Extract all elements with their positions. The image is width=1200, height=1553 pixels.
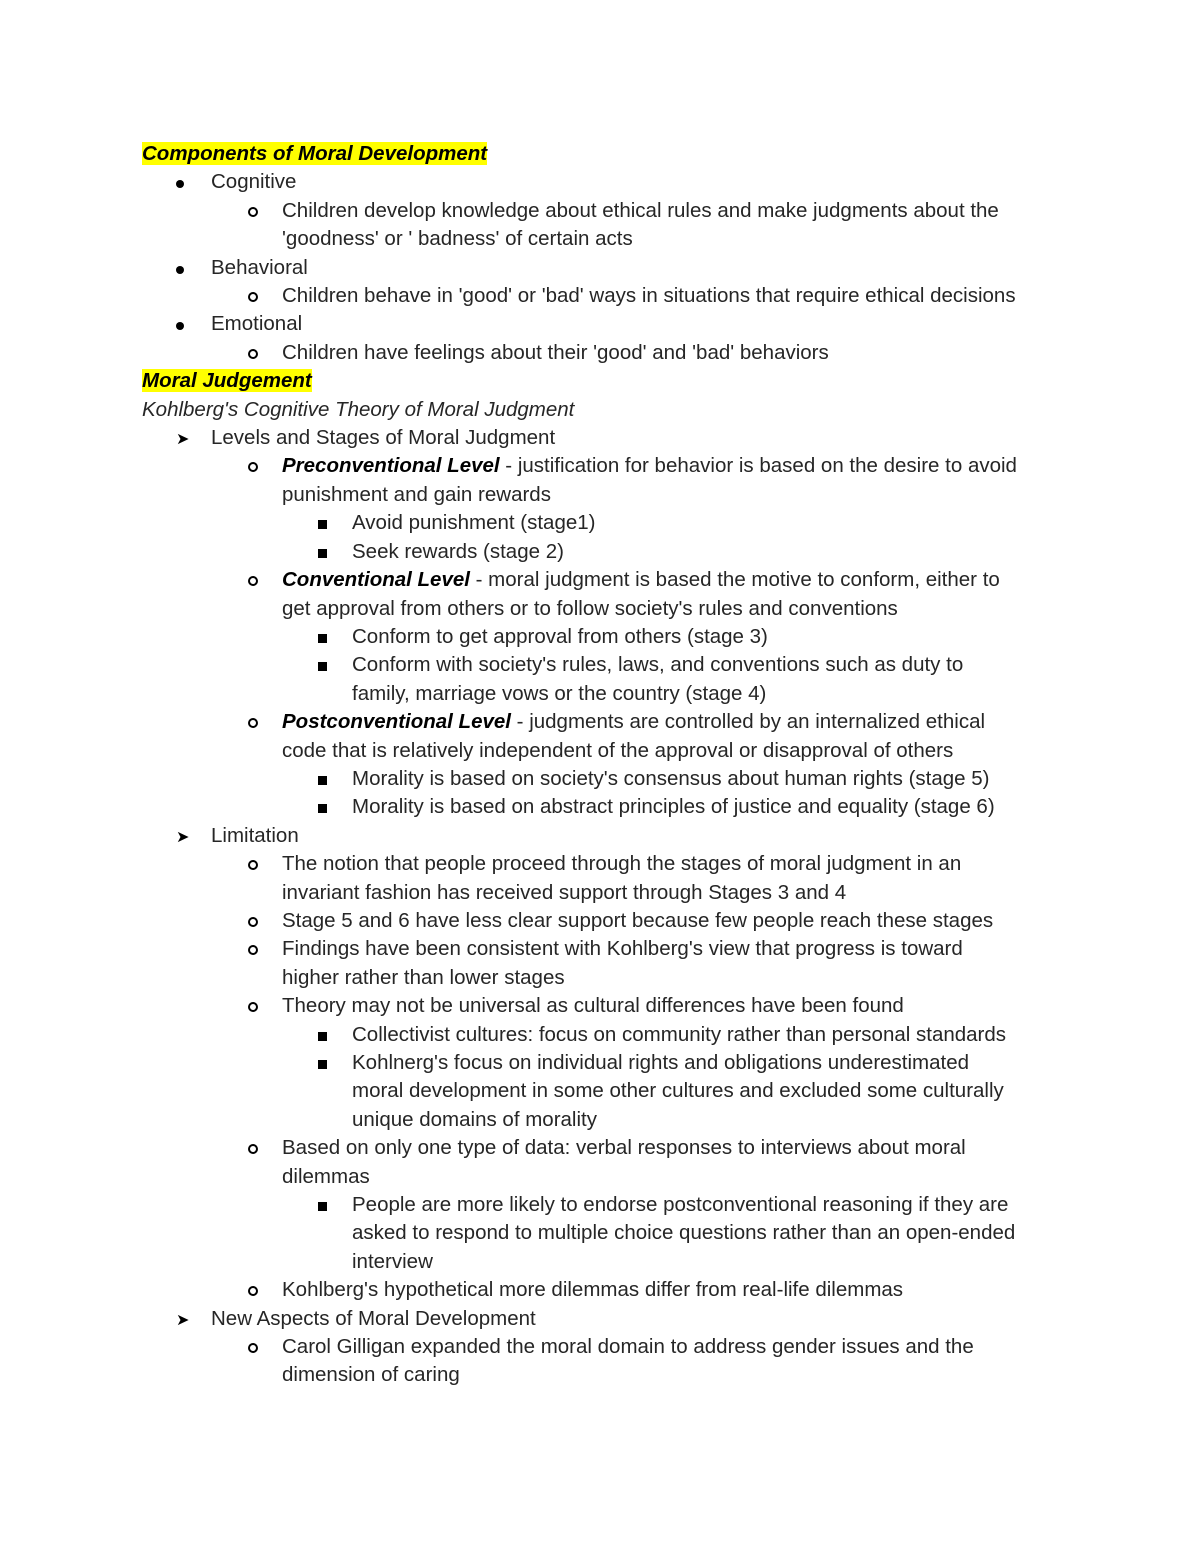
level-item: Conventional Level - moral judgment is based the motive to conform, either to: [142, 566, 1072, 594]
bullet-square-icon: [318, 765, 327, 793]
bullet-item: Emotional: [142, 310, 1072, 338]
arrow-item: ➤ New Aspects of Moral Development: [142, 1305, 1072, 1333]
bullet-square-icon: [318, 538, 327, 566]
continuation-line: dilemmas: [282, 1164, 370, 1188]
limitation-item: Stage 5 and 6 have less clear support because few people reach these stages: [142, 907, 1072, 935]
level-item: Preconventional Level - justification for behavior is based on the desire to avoid: [142, 452, 1072, 480]
bullet-circle-icon: [248, 1134, 258, 1162]
document-body: [142, 140, 1072, 1390]
bullet-square-icon: [318, 1049, 327, 1077]
bullet-circle-icon: [248, 197, 258, 225]
continuation-line: moral development in some other cultures and excluded some culturally: [352, 1079, 1004, 1103]
section-heading: [142, 367, 1072, 395]
moral-judgement-heading: Moral Judgement: [142, 369, 312, 393]
new-aspect-item: Carol Gilligan expanded the moral domain to address gender issues and the: [142, 1333, 1072, 1361]
sub-bullet-item: Children behave in 'good' or 'bad' ways in situations that require ethical decisions: [142, 282, 1072, 310]
bullet-square-icon: [318, 793, 327, 821]
arrow-item: ➤ Limitation: [142, 822, 1072, 850]
continuation-line: punishment and gain rewards: [282, 482, 551, 506]
continuation-line: family, marriage vows or the country (stage 4): [352, 681, 767, 705]
bullet-circle-icon: [248, 907, 258, 935]
stage-item: Seek rewards (stage 2): [142, 538, 1072, 566]
bullet-circle-icon: [248, 708, 258, 736]
stage-item: Morality is based on abstract principles of justice and equality (stage 6): [142, 793, 1072, 821]
bullet-square-icon: [318, 509, 327, 537]
bullet-dot-icon: [176, 254, 184, 282]
bullet-dot-icon: [176, 168, 184, 196]
components-heading: Components of Moral Development: [142, 142, 488, 165]
continuation-line: dimension of caring: [282, 1363, 460, 1387]
bullet-circle-icon: [248, 452, 258, 480]
bullet-circle-icon: [248, 1276, 258, 1304]
limitation-item: Findings have been consistent with Kohlberg's view that progress is toward: [142, 935, 1072, 963]
continuation-line: higher rather than lower stages: [282, 965, 565, 989]
stage-item: Conform to get approval from others (stage 3): [142, 623, 1072, 651]
bullet-square-icon: [318, 1191, 327, 1219]
limitation-item: The notion that people proceed through the stages of moral judgment in an: [142, 850, 1072, 878]
stage-item: Morality is based on society's consensus about human rights (stage 5): [142, 765, 1072, 793]
bullet-circle-icon: [248, 339, 258, 367]
limitation-item: Based on only one type of data: verbal responses to interviews about moral: [142, 1134, 1072, 1162]
bullet-circle-icon: [248, 992, 258, 1020]
section-heading: [142, 140, 1072, 168]
limitation-item: Kohlberg's hypothetical more dilemmas differ from real-life dilemmas: [142, 1276, 1072, 1304]
sub-limitation-item: Collectivist cultures: focus on community rather than personal standards: [142, 1021, 1072, 1049]
bullet-circle-icon: [248, 850, 258, 878]
stage-item: Conform with society's rules, laws, and conventions such as duty to: [142, 651, 1072, 679]
continuation-line: interview: [352, 1249, 433, 1273]
continuation-line: 'goodness' or ' badness' of certain acts: [282, 227, 633, 251]
bullet-square-icon: [318, 623, 327, 651]
continuation-line: asked to respond to multiple choice questions rather than an open-ended: [352, 1221, 1016, 1245]
bullet-item: Cognitive: [142, 168, 1072, 196]
bullet-circle-icon: [248, 1333, 258, 1361]
sub-bullet-item: Children develop knowledge about ethical rules and make judgments about the: [142, 197, 1072, 225]
arrow-item: ➤ Levels and Stages of Moral Judgment: [142, 424, 1072, 452]
sub-bullet-item: Children have feelings about their 'good' and 'bad' behaviors: [142, 339, 1072, 367]
continuation-line: get approval from others or to follow society's rules and conventions: [282, 596, 898, 620]
subtitle: Kohlberg's Cognitive Theory of Moral Judgment: [142, 397, 575, 421]
arrow-bullet-icon: ➤: [176, 828, 190, 846]
bullet-square-icon: [318, 1021, 327, 1049]
sub-limitation-item: Kohlnerg's focus on individual rights and obligations underestimated: [142, 1049, 1072, 1077]
bullet-circle-icon: [248, 935, 258, 963]
continuation-line: invariant fashion has received support through Stages 3 and 4: [282, 880, 847, 904]
bullet-dot-icon: [176, 310, 184, 338]
arrow-bullet-icon: ➤: [176, 431, 190, 449]
bullet-circle-icon: [248, 566, 258, 594]
bullet-square-icon: [318, 651, 327, 679]
level-item: Postconventional Level - judgments are controlled by an internalized ethical: [142, 708, 1072, 736]
limitation-item: Theory may not be universal as cultural differences have been found: [142, 992, 1072, 1020]
continuation-line: unique domains of morality: [352, 1107, 597, 1131]
arrow-bullet-icon: ➤: [176, 1311, 190, 1329]
bullet-circle-icon: [248, 282, 258, 310]
continuation-line: code that is relatively independent of the approval or disapproval of others: [282, 738, 954, 762]
stage-item: Avoid punishment (stage1): [142, 509, 1072, 537]
sub-limitation-item: People are more likely to endorse postconventional reasoning if they are: [142, 1191, 1072, 1219]
bullet-item: Behavioral: [142, 254, 1072, 282]
